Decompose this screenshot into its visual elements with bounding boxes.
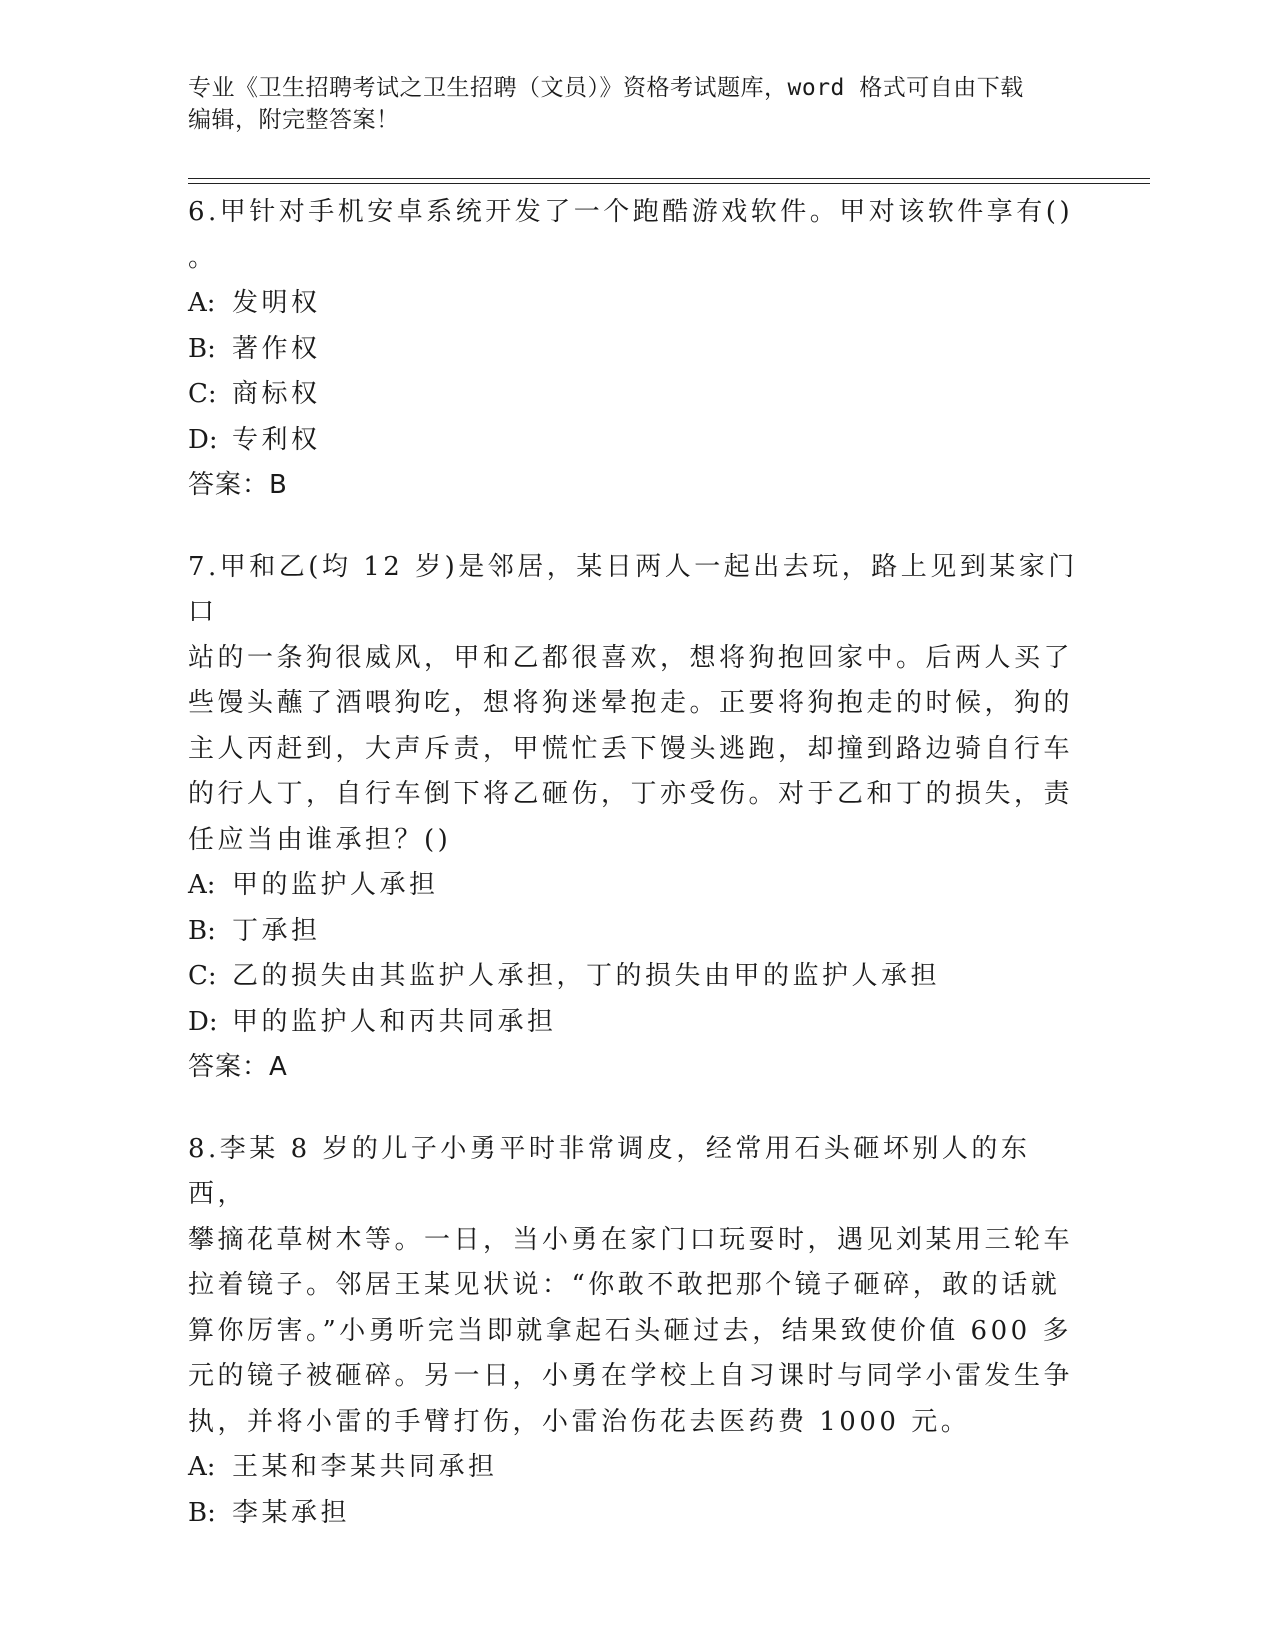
option-key: A:: [188, 870, 216, 900]
question-line: 些馒头蘸了酒喂狗吃，想将狗迷晕抱走。正要将狗抱走的时候，狗的: [188, 688, 1074, 718]
option-key: D:: [188, 1006, 218, 1037]
option-text: 丁承担: [232, 915, 321, 946]
question-7: [188, 545, 1088, 1091]
option-key: C:: [188, 379, 217, 409]
option-a: [188, 1445, 1088, 1491]
question-text: [188, 1127, 1088, 1446]
option-a: [188, 281, 1088, 327]
header-divider: [188, 178, 1150, 184]
option-b: [188, 327, 1088, 373]
page-header: [188, 72, 1068, 136]
option-key: A:: [188, 288, 216, 318]
question-line: 6.甲针对手机安卓系统开发了一个跑酷游戏软件。甲对该软件享有(): [188, 197, 1074, 227]
option-d: [188, 418, 1088, 464]
option-key: D:: [188, 424, 218, 455]
option-text: 甲的监护人和丙共同承担: [232, 1006, 557, 1037]
option-text: 著作权: [232, 333, 321, 364]
option-key: B:: [188, 333, 216, 364]
option-text: 王某和李某共同承担: [232, 1452, 498, 1482]
question-8: [188, 1127, 1088, 1537]
question-text: [188, 190, 1088, 281]
option-text: 专利权: [232, 424, 321, 455]
option-b: [188, 1491, 1088, 1537]
question-line: 算你厉害。”小勇听完当即就拿起石头砸过去，结果致使价值 600 多: [188, 1315, 1072, 1346]
answer-label: 答案：B: [188, 470, 288, 500]
option-text: 发明权: [232, 288, 321, 318]
option-key: A:: [188, 1452, 216, 1482]
question-line: 的行人丁，自行车倒下将乙砸伤，丁亦受伤。对于乙和丁的损失，责: [188, 779, 1074, 809]
option-key: B:: [188, 1497, 216, 1528]
option-d: [188, 1000, 1088, 1046]
option-a: [188, 863, 1088, 909]
option-text: 商标权: [232, 379, 321, 409]
question-line: 站的一条狗很威风，甲和乙都很喜欢，想将狗抱回家中。后两人买了: [188, 642, 1074, 673]
question-line: 7.甲和乙(均 12 岁)是邻居，某日两人一起出去玩，路上见到某家门口: [188, 551, 1078, 627]
header-line-2: 编辑，附完整答案！: [188, 107, 400, 133]
question-text: [188, 545, 1088, 864]
option-text: 乙的损失由其监护人承担，丁的损失由甲的监护人承担: [232, 961, 941, 991]
question-line: 元的镜子被砸碎。另一日，小勇在学校上自习课时与同学小雷发生争: [188, 1361, 1074, 1391]
option-c: [188, 372, 1088, 418]
option-text: 甲的监护人承担: [232, 870, 439, 900]
option-text: 李某承担: [232, 1497, 351, 1528]
question-line: 8.李某 8 岁的儿子小勇平时非常调皮，经常用石头砸坏别人的东西，: [188, 1133, 1031, 1209]
header-line-1: 专业《卫生招聘考试之卫生招聘（文员）》资格考试题库，word 格式可自由下载: [188, 75, 1024, 101]
question-line: 执，并将小雷的手臂打伤，小雷治伤花去医药费 1000 元。: [188, 1406, 971, 1437]
question-list: [188, 190, 1088, 1572]
question-line: 任应当由谁承担？(): [188, 824, 452, 855]
question-6: [188, 190, 1088, 509]
option-key: C:: [188, 961, 217, 991]
question-line: 攀摘花草树木等。一日，当小勇在家门口玩耍时，遇见刘某用三轮车: [188, 1224, 1074, 1255]
option-b: [188, 909, 1088, 955]
option-key: B:: [188, 915, 216, 946]
question-line: 主人丙赶到，大声斥责，甲慌忙丢下馒头逃跑，却撞到路边骑自行车: [188, 733, 1074, 764]
question-line: 拉着镜子。邻居王某见状说：“你敢不敢把那个镜子砸碎，敢的话就: [188, 1270, 1061, 1300]
option-c: [188, 954, 1088, 1000]
question-line: 。: [188, 242, 218, 273]
answer-label: 答案：A: [188, 1052, 288, 1082]
